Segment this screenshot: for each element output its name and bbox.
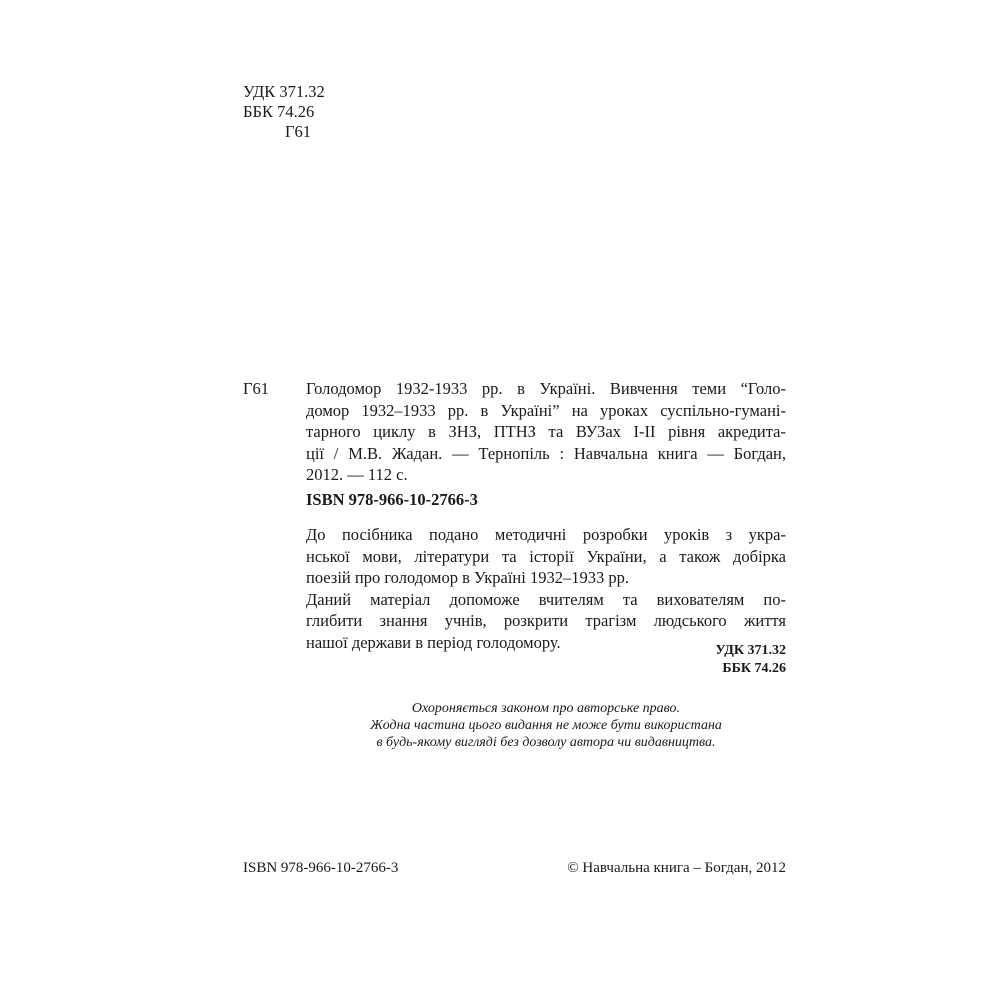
bibliographic-description: [306, 378, 786, 486]
annotation-line: нської мови, літератури та історії України, а також добірка: [306, 546, 786, 566]
footer-isbn: ISBN 978-966-10-2766-3: [243, 860, 399, 876]
bbk-code: ББК 74.26: [243, 102, 315, 121]
copyright-notice-line: в будь-якому вигляді без дозволу автора чи видавництва.: [376, 735, 716, 750]
annotation: [306, 524, 786, 653]
copyright-notice-line: Жодна частина цього видання не може бути використана: [370, 718, 722, 733]
biblio-line: домор 1932–1933 рр. в Україні” на уроках суспільно-гумані-: [306, 400, 786, 420]
udk-code: УДК 371.32: [243, 82, 325, 101]
annotation-line: До посібника подано методичні розробки уроків з укра-: [306, 525, 786, 544]
udk-code-right: УДК 371.32: [715, 643, 786, 658]
footer-copyright: © Навчальна книга – Богдан, 2012: [567, 860, 786, 876]
bibliography-author-mark: Г61: [243, 379, 270, 398]
biblio-line: Голодомор 1932-1933 рр. в Україні. Вивчення теми “Голо-: [306, 379, 786, 398]
classification-right: [715, 642, 786, 678]
biblio-line: тарного циклу в ЗНЗ, ПТНЗ та ВУЗах І-ІІ рівня акредита-: [306, 422, 786, 441]
annotation-line: Даний матеріал допоможе вчителям та вихователям по-: [306, 589, 786, 609]
annotation-line: нашої держави в період голодомору.: [306, 632, 561, 652]
bbk-code-right: ББК 74.26: [722, 661, 786, 676]
annotation-line: поезій про голодомор в Україні 1932–1933 рр.: [306, 568, 629, 587]
biblio-line: ції / М.В. Жадан. — Тернопіль : Навчальна книга — Богдан,: [306, 443, 786, 463]
isbn-main: ISBN 978-966-10-2766-3: [306, 490, 478, 509]
copyright-notice-line: Охороняється законом про авторське право.: [411, 701, 681, 716]
author-mark: Г61: [285, 122, 312, 141]
annotation-line: глибити знання учнів, розкрити трагізм людського життя: [306, 611, 786, 630]
classification-block: [243, 82, 325, 142]
biblio-line: 2012. — 112 с.: [306, 465, 408, 484]
copyright-notice: [306, 700, 786, 751]
